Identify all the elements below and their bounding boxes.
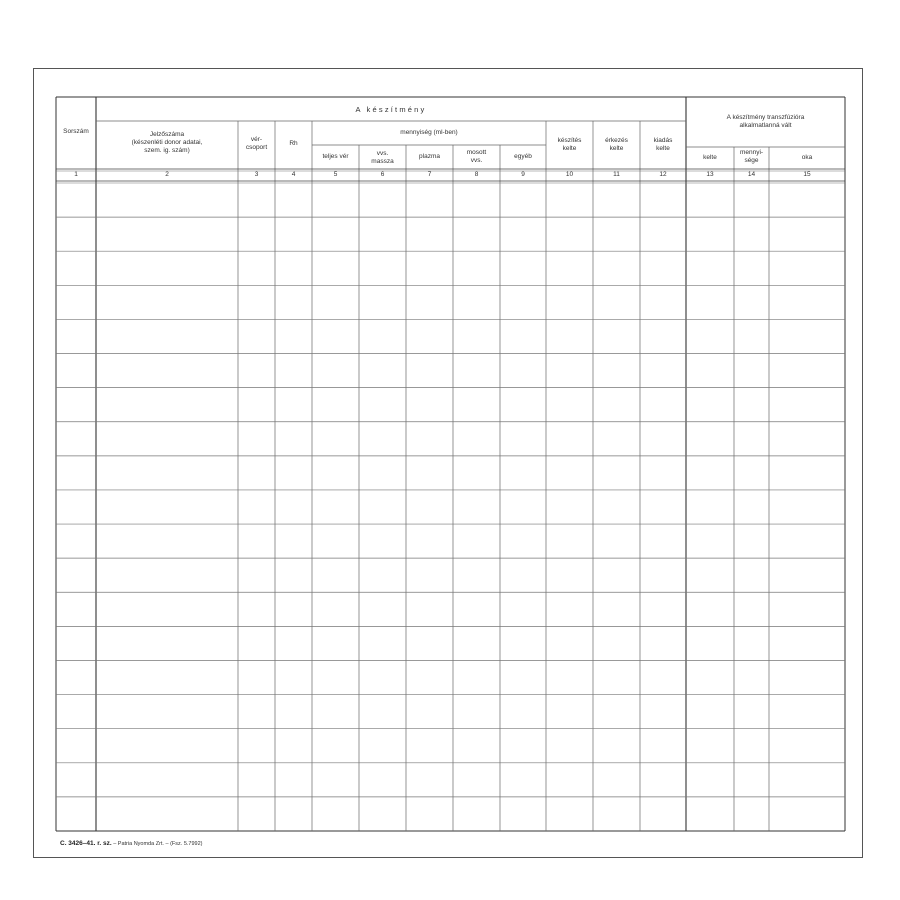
header-rh: Rh xyxy=(289,140,298,147)
header-plazma: plazma xyxy=(419,153,440,160)
section-title: A készítmény xyxy=(355,105,427,114)
form-sheet xyxy=(33,68,863,858)
column-number: 2 xyxy=(165,171,169,178)
form-grid xyxy=(34,69,864,859)
column-number: 14 xyxy=(747,171,756,178)
header-mosott-vvs: mosott vvs. xyxy=(466,149,487,164)
quantity-group-header: mennyiség (ml-ben) xyxy=(400,129,458,136)
column-number: 4 xyxy=(291,171,296,178)
form-footer xyxy=(60,840,202,847)
header-sorszam: Sorszám xyxy=(63,128,89,135)
form-code: C. 3426–41. r. sz. xyxy=(60,840,112,847)
header-teljes-ver: teljes vér xyxy=(322,153,349,160)
column-number: 3 xyxy=(254,171,259,178)
header-vercsoport: vér- csoport xyxy=(245,136,268,151)
column-number: 13 xyxy=(706,171,714,178)
header-jelzoszama: Jelzőszáma (készenléti donor adatai, szem. ig. szám) xyxy=(131,131,203,154)
column-number: 6 xyxy=(380,171,385,178)
publisher-note: – Patria Nyomda Zrt. – (Fsz. 5.7992) xyxy=(111,841,203,847)
header-vvs-massza: vvs. massza xyxy=(371,150,394,165)
header-kelte: kelte xyxy=(703,154,717,161)
column-number: 11 xyxy=(613,171,620,178)
column-number: 12 xyxy=(659,171,667,178)
header-kiadas-kelte: kiadás kelte xyxy=(653,137,673,152)
right-section-title: A készítmény transzfúzióra alkalmatlanná vált xyxy=(726,114,805,129)
header-oka: oka xyxy=(801,154,813,161)
header-keszites-kelte: készítés kelte xyxy=(557,137,582,152)
column-number: 9 xyxy=(521,171,525,178)
column-number: 7 xyxy=(427,171,432,178)
header-mennyisege: mennyi- sége xyxy=(739,149,764,164)
column-number: 10 xyxy=(565,171,574,178)
column-number: 1 xyxy=(74,171,78,178)
header-egyeb: egyéb xyxy=(514,153,532,160)
column-number: 5 xyxy=(333,171,338,178)
header-erkezes-kelte: érkezés kelte xyxy=(605,137,628,152)
column-number: 15 xyxy=(803,171,811,178)
column-number: 8 xyxy=(474,171,479,178)
